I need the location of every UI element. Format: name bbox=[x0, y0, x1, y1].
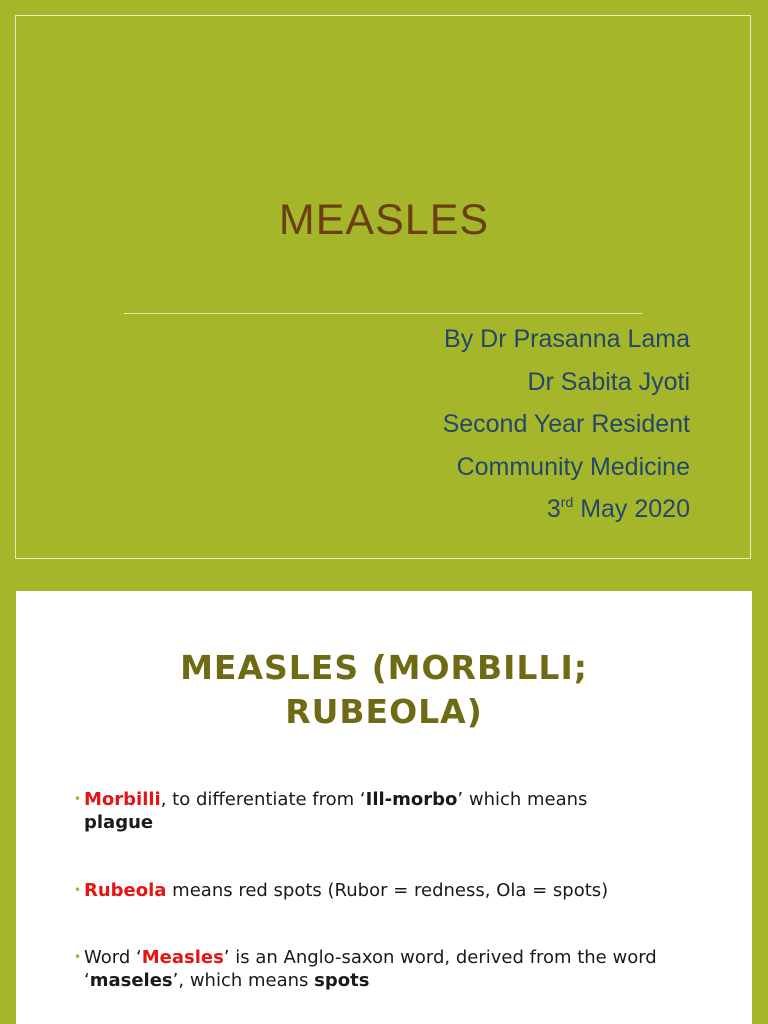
slide-1-title: MEASLES bbox=[278, 196, 490, 244]
title-divider bbox=[124, 313, 642, 314]
bullet-3-text-1: ’ is an Anglo-saxon word, derived from the word ‘ bbox=[84, 947, 657, 991]
slide-2-title-line-1: MEASLES (MORBILLI; bbox=[180, 648, 588, 687]
bullet-1-text-1: , to differentiate from ‘ bbox=[160, 789, 366, 810]
date-rest: May 2020 bbox=[573, 495, 690, 523]
bullet-dot-icon: • bbox=[74, 792, 82, 806]
slide-2-title-line-2: RUBEOLA) bbox=[285, 692, 483, 731]
byline-line-2: Dr Sabita Jyoti bbox=[527, 367, 690, 396]
byline-line-1: By Dr Prasanna Lama bbox=[444, 325, 690, 353]
date-suffix: rd bbox=[560, 494, 574, 510]
word-maseles: maseles bbox=[89, 970, 173, 991]
bullet-dot-icon: • bbox=[74, 950, 82, 964]
bullet-1-text-2: ’ which means bbox=[457, 789, 588, 810]
term-rubeola: Rubeola bbox=[84, 880, 167, 901]
bullet-3-text-0: Word ‘ bbox=[84, 947, 142, 968]
bullet-measles-origin bbox=[74, 946, 704, 992]
slide-2 bbox=[16, 591, 752, 1024]
byline-date bbox=[443, 488, 690, 531]
bullet-rubeola bbox=[74, 879, 704, 902]
bullet-morbilli bbox=[74, 788, 704, 834]
byline-line-4: Community Medicine bbox=[456, 452, 690, 481]
word-spots: spots bbox=[314, 970, 370, 991]
word-ill-morbo: Ill-morbo bbox=[365, 789, 458, 810]
byline-line-3: Second Year Resident bbox=[442, 410, 690, 438]
term-morbilli: Morbilli bbox=[84, 789, 161, 810]
bullet-2-text-1: means red spots (Rubor = redness, Ola = spots) bbox=[166, 880, 609, 901]
bullet-dot-icon: • bbox=[74, 883, 82, 897]
bullet-3-text-2: ’, which means bbox=[172, 970, 315, 991]
byline bbox=[443, 318, 690, 531]
date-day: 3 bbox=[546, 495, 561, 523]
word-plague: plague bbox=[84, 812, 154, 833]
term-measles: Measles bbox=[141, 947, 224, 968]
slide-2-title bbox=[16, 646, 752, 734]
